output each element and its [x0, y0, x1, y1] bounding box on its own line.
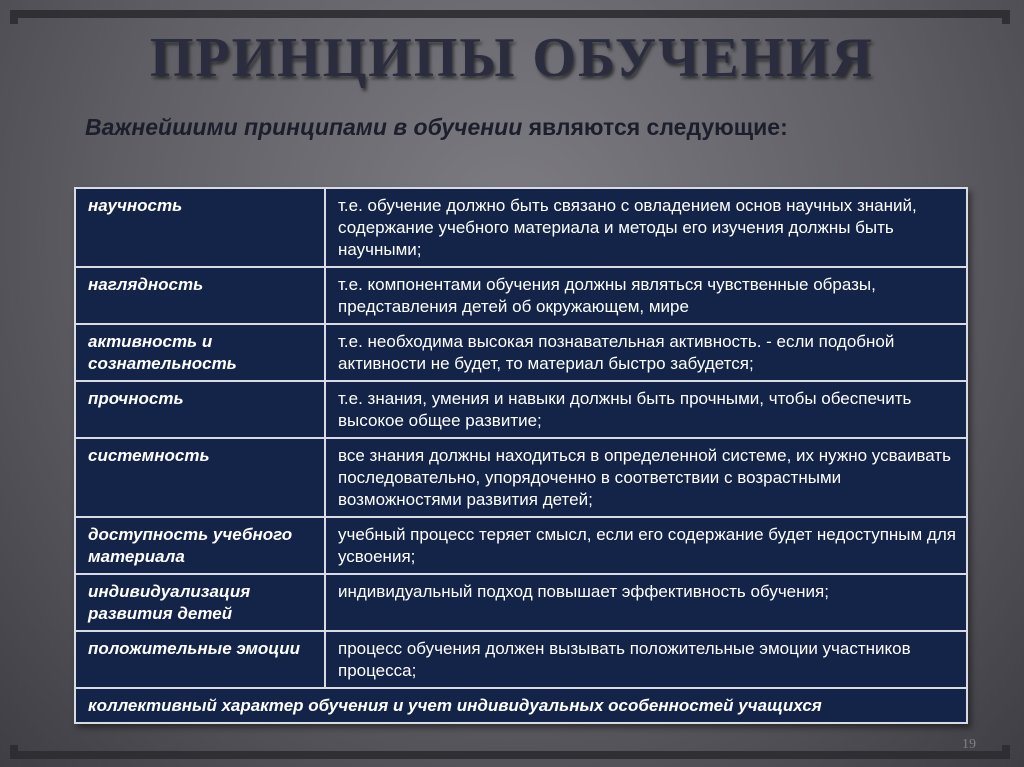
slide-title: ПРИНЦИПЫ ОБУЧЕНИЯ: [149, 27, 875, 89]
principle-description: все знания должны находиться в определенной системе, их нужно усваивать последовательно, упорядоченно в соответствии с возрастными возможностями развития детей;: [325, 438, 967, 517]
top-frame-bracket: [10, 10, 1010, 24]
principle-term: системность: [75, 438, 325, 517]
principle-term: научность: [75, 188, 325, 267]
table-footer-text: коллективный характер обучения и учет индивидуальных особенностей учащихся: [75, 688, 967, 723]
table-row: [75, 438, 967, 517]
principles-table: [74, 187, 968, 724]
principle-term: наглядность: [75, 267, 325, 324]
table-row: [75, 517, 967, 574]
slide-subtitle: [85, 113, 845, 141]
table-row: [75, 324, 967, 381]
bottom-frame-bracket: [10, 745, 1010, 759]
principle-description: учебный процесс теряет смысл, если его содержание будет недоступным для усвоения;: [325, 517, 967, 574]
principle-description: т.е. знания, умения и навыки должны быть прочными, чтобы обеспечить высокое общее развитие;: [325, 381, 967, 438]
principle-term: доступность учебного материала: [75, 517, 325, 574]
principle-term: прочность: [75, 381, 325, 438]
principle-term: положительные эмоции: [75, 631, 325, 688]
principle-description: т.е. обучение должно быть связано с овладением основ научных знаний, содержание учебного материала и методы его изучения должны быть научными;: [325, 188, 967, 267]
principle-description: т.е. компонентами обучения должны являться чувственные образы, представления детей об окружающем, мире: [325, 267, 967, 324]
page-number: 19: [962, 737, 976, 752]
table-row: [75, 381, 967, 438]
table-row: [75, 188, 967, 267]
principle-description: процесс обучения должен вызывать положительные эмоции участников процесса;: [325, 631, 967, 688]
table-row: [75, 267, 967, 324]
table-footer-row: [75, 688, 967, 723]
principle-term: индивидуализация развития детей: [75, 574, 325, 631]
subtitle-rest-part: являются следующие:: [522, 114, 788, 140]
principle-description: т.е. необходима высокая познавательная активность. - если подобной активности не будет, то материал быстро забудется;: [325, 324, 967, 381]
principle-term: активность и сознательность: [75, 324, 325, 381]
table-row: [75, 631, 967, 688]
principle-description: индивидуальный подход повышает эффективность обучения;: [325, 574, 967, 631]
table-row: [75, 574, 967, 631]
subtitle-italic-part: Важнейшими принципами в обучении: [85, 114, 523, 140]
